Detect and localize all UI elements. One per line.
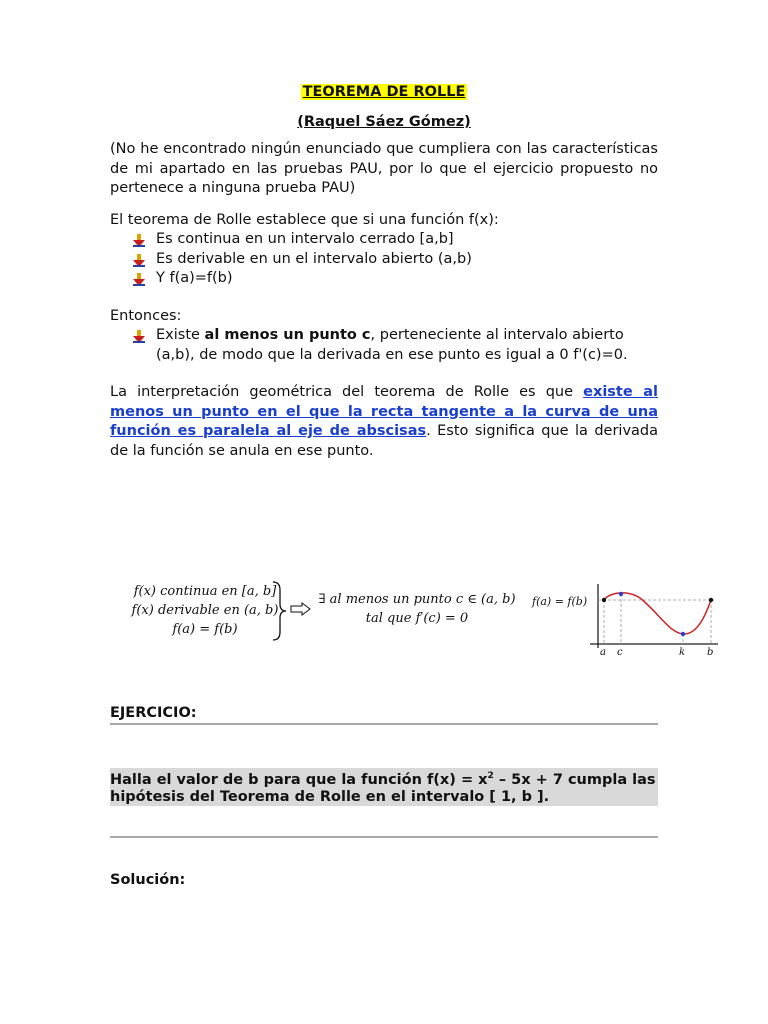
arrow-bullet-icon: [132, 234, 146, 248]
conclusion-post: , perteneciente al intervalo abierto (a,b), de modo que la derivada en ese punto es igual a 0 f'(c)=0.: [156, 327, 628, 363]
tick-c: c: [617, 647, 623, 658]
condition-text: Es continua en un intervalo cerrado [a,b]: [156, 231, 454, 247]
geo-link[interactable]: existe al menos un punto en el que la recta tangente a la curva de una función es paralela al eje de abscisas: [110, 384, 659, 439]
graph-label: f(a) = f(b): [532, 595, 588, 608]
conclusion-pre: Existe: [156, 327, 205, 343]
page-title: TEOREMA DE ROLLE: [302, 84, 466, 100]
list-item: [110, 269, 658, 289]
rolle-graph: [528, 578, 750, 664]
point-a: [602, 598, 606, 602]
geometric-paragraph: [110, 383, 658, 461]
point-k: [681, 632, 685, 636]
point-b: [709, 598, 713, 602]
conclusion-bold: al menos un punto c: [204, 327, 371, 343]
condition-text: Es derivable en un el intervalo abierto (a,b): [156, 250, 472, 267]
author-line: (Raquel Sáez Gómez): [297, 114, 471, 130]
arrow-bullet-icon: [132, 254, 146, 268]
statement-pre: Halla el valor de b para que la función f(x) = x: [110, 771, 488, 788]
tick-a: a: [600, 647, 606, 658]
exercise-statement: [110, 768, 658, 806]
conclusion-list: [110, 326, 658, 365]
hypothesis-line: f(x) continua en [a, b]: [133, 584, 277, 599]
conditions-list: [110, 230, 658, 289]
rolle-figure: [110, 578, 750, 666]
list-item: [110, 230, 658, 250]
entonces-line: Entonces:: [110, 307, 182, 324]
divider: [110, 836, 658, 838]
hypothesis-line: f(a) = f(b): [172, 622, 238, 637]
arrow-bullet-icon: [132, 273, 146, 287]
geo-post: . Esto significa que la derivada de la función se anula en ese punto.: [110, 423, 658, 459]
right-brace-icon: [270, 580, 288, 642]
statement-exponent: 2: [487, 771, 494, 781]
figure-hypotheses: [120, 582, 290, 639]
solution-heading: Solución:: [110, 872, 186, 888]
list-item: [110, 250, 658, 270]
hypothesis-line: f(x) derivable en (a, b): [131, 603, 279, 618]
function-curve: [604, 593, 711, 634]
tick-b: b: [707, 647, 714, 658]
figure-conclusion: [312, 590, 522, 628]
conclusion-line: tal que f′(c) = 0: [365, 611, 469, 626]
title-wrap: [110, 84, 658, 100]
geo-pre: La interpretación geométrica del teorema de Rolle es que: [110, 384, 584, 400]
implies-arrow-icon: [290, 602, 312, 616]
arrow-bullet-icon: [132, 330, 146, 344]
tick-k: k: [679, 647, 686, 658]
point-c: [619, 592, 623, 596]
document-body: [110, 84, 658, 461]
intro-paragraph: (No he encontrado ningún enunciado que cumpliera con las características de mi apartado en las pruebas PAU, por lo que el ejercicio propuesto no pertenece a ninguna prueba PAU): [110, 141, 658, 196]
statement-post: – 5x + 7 cumpla las hipótesis del Teorema de Rolle en el intervalo [ 1, b ].: [110, 771, 656, 805]
lead-paragraph: El teorema de Rolle establece que si una función f(x):: [110, 211, 499, 228]
exercise-heading: EJERCICIO:: [110, 705, 658, 725]
conclusion-line: ∃ al menos un punto c ∈ (a, b): [318, 592, 516, 607]
condition-text: Y f(a)=f(b): [156, 270, 233, 286]
list-item: [110, 326, 658, 365]
